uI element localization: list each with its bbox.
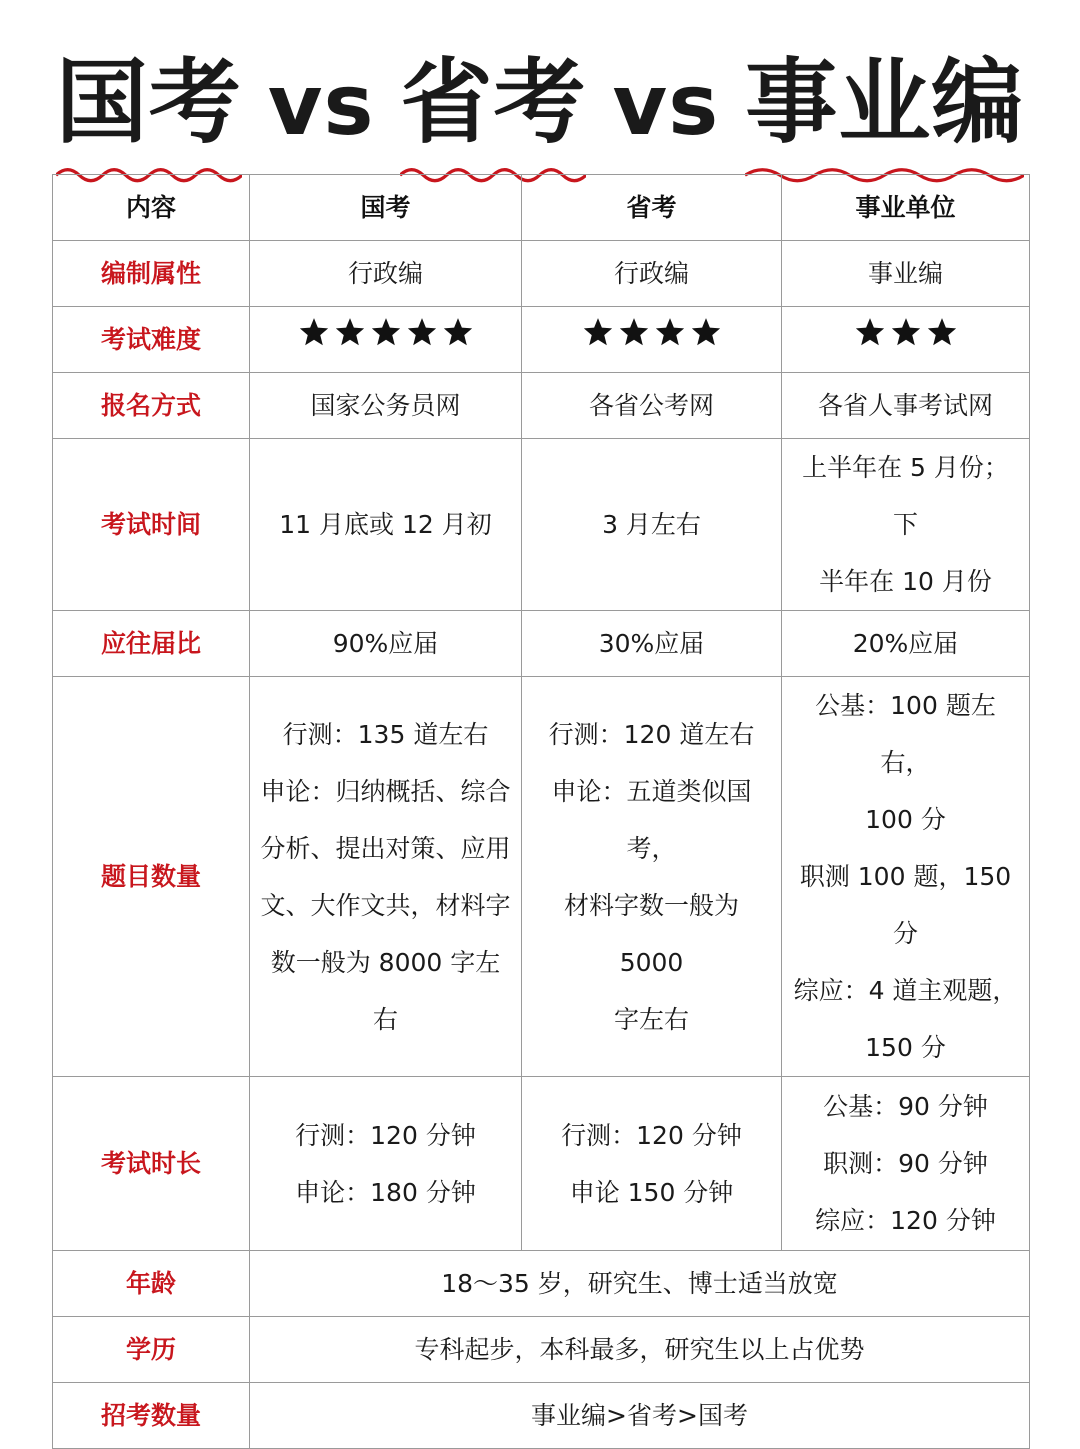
row-label-baoming: 报名方式 (53, 373, 250, 439)
cell-bianzhi-guokao: 行政编 (250, 241, 522, 307)
row-label-shijian: 考试时间 (53, 439, 250, 611)
star-icon (298, 316, 330, 348)
cell-shichang-shiye (782, 1077, 1030, 1251)
cell-line: 申论：180 分钟 (295, 1177, 476, 1207)
cell-nandu-shengkao (522, 307, 782, 373)
star-icon (406, 316, 438, 348)
table-row (53, 439, 1030, 611)
cell-line: 职测：90 分钟 (823, 1149, 988, 1178)
cell-nianling: 18～35 岁，研究生、博士适当放宽 (250, 1251, 1030, 1317)
row-label-shichang: 考试时长 (53, 1077, 250, 1251)
cell-shichang-shengkao (522, 1077, 782, 1251)
table-header-row (53, 175, 1030, 241)
table-row (53, 1077, 1030, 1251)
star-icon (654, 316, 686, 348)
cell-bianzhi-shengkao: 行政编 (522, 241, 782, 307)
cell-line: 公基：90 分钟 (823, 1092, 988, 1121)
title-shengkao: 省考 (400, 48, 586, 158)
star-icon (890, 316, 922, 348)
cell-line: 综应：120 分钟 (815, 1206, 996, 1235)
row-label-nandu: 考试难度 (53, 307, 250, 373)
cell-shijian-guokao: 11 月底或 12 月初 (250, 439, 522, 611)
cell-yingjie-shiye: 20%应届 (782, 611, 1030, 677)
star-icon (618, 316, 650, 348)
row-label-yingjie: 应往届比 (53, 611, 250, 677)
difficulty-rating (582, 316, 722, 348)
table-row (53, 241, 1030, 307)
title-guokao: 国考 (56, 48, 242, 158)
cell-line: 材料字数一般为 5000 (563, 890, 739, 977)
star-icon (334, 316, 366, 348)
cell-baoming-shiye: 各省人事考试网 (782, 373, 1030, 439)
table-row (53, 307, 1030, 373)
comparison-table (52, 174, 1030, 1449)
cell-line: 综应：4 道主观题， (793, 976, 1018, 1005)
title-vs: vs (612, 56, 720, 154)
cell-line: 半年在 10 月份 (819, 567, 992, 596)
row-label-zhaokao: 招考数量 (53, 1383, 250, 1449)
table-row (53, 373, 1030, 439)
row-label-tishu: 题目数量 (53, 677, 250, 1077)
table-row (53, 1251, 1030, 1317)
cell-line: 150 分 (865, 1033, 946, 1062)
cell-shijian-shengkao: 3 月左右 (522, 439, 782, 611)
star-icon (370, 316, 402, 348)
row-label-nianling: 年龄 (53, 1251, 250, 1317)
cell-line: 行测：135 道左右 (282, 719, 489, 749)
header-guokao: 国考 (250, 175, 522, 241)
cell-line: 分析、提出对策、应用 (260, 833, 511, 863)
cell-yingjie-shengkao: 30%应届 (522, 611, 782, 677)
cell-line: 申论：五道类似国考， (551, 776, 752, 863)
title-shiyebian: 事业编 (745, 48, 1024, 158)
cell-nandu-guokao (250, 307, 522, 373)
cell-shichang-guokao (250, 1077, 522, 1251)
cell-xueli: 专科起步，本科最多，研究生以上占优势 (250, 1317, 1030, 1383)
cell-zhaokao: 事业编>省考>国考 (250, 1383, 1030, 1449)
table-row (53, 677, 1030, 1077)
cell-line: 数一般为 8000 字左右 (270, 947, 501, 1034)
difficulty-rating (854, 316, 958, 348)
star-icon (582, 316, 614, 348)
cell-shijian-shiye (782, 439, 1030, 611)
cell-line: 上半年在 5 月份；下 (802, 453, 1009, 539)
cell-tishu-shengkao (522, 677, 782, 1077)
difficulty-rating (298, 316, 474, 348)
page-title (0, 48, 1080, 160)
cell-baoming-guokao: 国家公务员网 (250, 373, 522, 439)
cell-line: 申论：归纳概括、综合 (260, 776, 511, 806)
cell-bianzhi-shiye: 事业编 (782, 241, 1030, 307)
cell-tishu-guokao (250, 677, 522, 1077)
star-icon (926, 316, 958, 348)
row-label-xueli: 学历 (53, 1317, 250, 1383)
cell-line: 公基：100 题左右， (815, 691, 996, 777)
cell-baoming-shengkao: 各省公考网 (522, 373, 782, 439)
header-shengkao: 省考 (522, 175, 782, 241)
cell-tishu-shiye (782, 677, 1030, 1077)
cell-line: 行测：120 分钟 (561, 1120, 742, 1150)
cell-line: 100 分 (865, 805, 946, 834)
cell-line: 职测 100 题，150 分 (799, 862, 1012, 948)
table-row (53, 1317, 1030, 1383)
table-row (53, 1383, 1030, 1449)
cell-nandu-shiye (782, 307, 1030, 373)
table-row (53, 611, 1030, 677)
star-icon (690, 316, 722, 348)
header-content: 内容 (53, 175, 250, 241)
star-icon (854, 316, 886, 348)
cell-yingjie-guokao: 90%应届 (250, 611, 522, 677)
star-icon (442, 316, 474, 348)
header-shiye: 事业单位 (782, 175, 1030, 241)
title-vs: vs (267, 56, 375, 154)
cell-line: 字左右 (613, 1004, 689, 1034)
cell-line: 行测：120 道左右 (548, 719, 755, 749)
cell-line: 申论 150 分钟 (569, 1177, 734, 1207)
cell-line: 文、大作文共，材料字 (260, 890, 511, 920)
cell-line: 行测：120 分钟 (295, 1120, 476, 1150)
row-label-bianzhi: 编制属性 (53, 241, 250, 307)
